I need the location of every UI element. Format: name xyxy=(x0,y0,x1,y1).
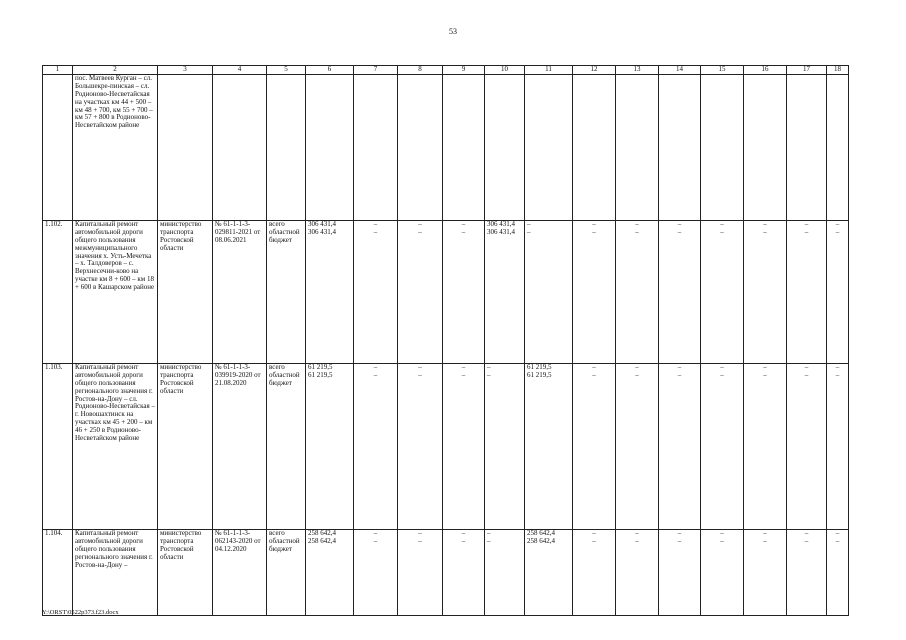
value-line: 61 219,5 xyxy=(527,363,552,371)
value-cell-c11 xyxy=(525,74,573,220)
value-line: – xyxy=(677,529,682,537)
value-line: – xyxy=(677,370,682,379)
value-line: – xyxy=(677,220,682,228)
value-line: – xyxy=(763,529,767,537)
value-cell-c7 xyxy=(354,74,398,220)
value-line: – xyxy=(461,363,466,371)
value-cell-source xyxy=(267,363,306,529)
value-cell-c10 xyxy=(485,363,525,529)
value-cell-c7 xyxy=(354,529,398,615)
value-cell-c8 xyxy=(398,363,443,529)
column-header: 4 xyxy=(213,66,267,75)
value-line: – xyxy=(835,227,840,236)
column-header: 6 xyxy=(306,66,354,75)
value-line: – xyxy=(720,370,724,379)
value-line: – xyxy=(592,227,596,236)
column-header: 12 xyxy=(573,66,616,75)
value-line: – xyxy=(635,220,639,228)
value-cell-c6 xyxy=(306,74,354,220)
value-cell-c14 xyxy=(659,220,701,363)
value-line: всего xyxy=(269,220,285,228)
value-line: – xyxy=(635,227,639,236)
value-cell-c15 xyxy=(701,74,744,220)
value-line: – xyxy=(677,536,682,545)
value-line: – xyxy=(461,536,466,545)
value-line: – xyxy=(804,536,809,545)
value-cell-c7 xyxy=(354,363,398,529)
value-cell-c11 xyxy=(525,220,573,363)
value-line: – xyxy=(418,220,422,228)
value-line: – xyxy=(487,536,491,545)
value-line: 306 431,4 xyxy=(487,220,515,228)
value-line: – xyxy=(373,220,378,228)
customer-cell: министерство транспорта Ростовской области xyxy=(158,529,213,615)
value-line: – xyxy=(461,529,466,537)
value-line: – xyxy=(720,220,724,228)
column-number-row xyxy=(43,66,849,75)
value-cell-c10 xyxy=(485,74,525,220)
value-line: 306 431,4 xyxy=(308,227,336,236)
value-cell-c17 xyxy=(787,74,827,220)
value-cell-c15 xyxy=(701,529,744,615)
value-line: 258 642,4 xyxy=(308,529,336,537)
value-line: – xyxy=(373,370,378,379)
table-row xyxy=(43,220,849,363)
table-row xyxy=(43,363,849,529)
value-line: областной бюджет xyxy=(269,370,300,387)
value-line: – xyxy=(592,220,596,228)
value-line: – xyxy=(635,363,639,371)
document-cell: № 61-1-1-3-062143-2020 от 04.12.2020 xyxy=(213,529,267,615)
value-line: областной бюджет xyxy=(269,536,300,553)
value-line: 61 219,5 xyxy=(308,363,333,371)
column-header: 3 xyxy=(158,66,213,75)
value-line: – xyxy=(461,370,466,379)
value-line: – xyxy=(592,370,596,379)
value-cell-c17 xyxy=(787,363,827,529)
column-header: 15 xyxy=(701,66,744,75)
value-line: – xyxy=(720,529,724,537)
value-line: – xyxy=(804,220,809,228)
value-line: – xyxy=(373,536,378,545)
value-cell-c13 xyxy=(616,529,659,615)
value-cell-c17 xyxy=(787,220,827,363)
value-cell-c8 xyxy=(398,74,443,220)
value-line: – xyxy=(635,536,639,545)
value-cell-c7 xyxy=(354,220,398,363)
value-line: – xyxy=(763,227,767,236)
value-line: – xyxy=(835,363,840,371)
value-cell-c17 xyxy=(787,529,827,615)
value-cell-c15 xyxy=(701,363,744,529)
value-line: – xyxy=(527,220,531,228)
value-cell-c10 xyxy=(485,220,525,363)
value-cell-c9 xyxy=(443,220,485,363)
column-header: 16 xyxy=(744,66,787,75)
value-cell-c16 xyxy=(744,363,787,529)
value-line: – xyxy=(418,227,422,236)
document-cell xyxy=(213,74,267,220)
value-line: – xyxy=(835,529,840,537)
table-row xyxy=(43,74,849,220)
value-cell-c11 xyxy=(525,529,573,615)
value-cell-c12 xyxy=(573,529,616,615)
value-cell-source xyxy=(267,529,306,615)
customer-cell xyxy=(158,74,213,220)
document-cell: № 61-1-1-3-029811-2021 от 08.06.2021 xyxy=(213,220,267,363)
value-cell-source xyxy=(267,220,306,363)
column-header: 5 xyxy=(267,66,306,75)
column-header: 11 xyxy=(525,66,573,75)
value-line: – xyxy=(804,529,809,537)
value-cell-c16 xyxy=(744,220,787,363)
value-cell-c13 xyxy=(616,74,659,220)
value-line: – xyxy=(677,227,682,236)
value-cell-c12 xyxy=(573,74,616,220)
value-line: 258 642,4 xyxy=(527,529,555,537)
value-line: – xyxy=(527,227,531,236)
value-line: – xyxy=(373,363,378,371)
value-line: – xyxy=(635,529,639,537)
page-number: 53 xyxy=(449,27,457,36)
column-header: 17 xyxy=(787,66,827,75)
value-cell-c18 xyxy=(827,220,849,363)
value-line: – xyxy=(804,227,809,236)
value-line: всего xyxy=(269,529,285,537)
value-cell-c11 xyxy=(525,363,573,529)
value-cell-c6 xyxy=(306,363,354,529)
value-line: – xyxy=(373,227,378,236)
value-line: – xyxy=(835,536,840,545)
value-line: – xyxy=(835,220,840,228)
value-line: – xyxy=(763,536,767,545)
value-cell-c16 xyxy=(744,74,787,220)
value-line: областной бюджет xyxy=(269,227,300,244)
document-cell: № 61-1-1-3-039919-2020 от 21.08.2020 xyxy=(213,363,267,529)
value-cell-c14 xyxy=(659,529,701,615)
value-line: – xyxy=(804,370,809,379)
value-line: – xyxy=(373,529,378,537)
value-cell-c8 xyxy=(398,220,443,363)
table-row xyxy=(43,529,849,615)
value-cell-source xyxy=(267,74,306,220)
value-line: – xyxy=(487,370,491,379)
row-number-cell: 1.102. xyxy=(43,220,73,363)
table-body xyxy=(43,66,849,616)
value-cell-c16 xyxy=(744,529,787,615)
value-line: 306 431,4 xyxy=(487,227,515,236)
value-line: 258 642,4 xyxy=(527,536,555,545)
value-cell-c12 xyxy=(573,220,616,363)
value-line: – xyxy=(461,220,466,228)
column-header: 8 xyxy=(398,66,443,75)
value-cell-c18 xyxy=(827,74,849,220)
object-name-cell: Капитальный ремонт автомобильной дороги общего пользования регионального значения г. Ростов-на-Дону – xyxy=(73,529,158,615)
column-header: 9 xyxy=(443,66,485,75)
row-number-cell: 1.104. xyxy=(43,529,73,615)
value-line: – xyxy=(720,363,724,371)
footer-file-path: Y:\ORST\0522p373.f23.docx xyxy=(42,609,119,616)
value-cell-c18 xyxy=(827,363,849,529)
value-line: 61 219,5 xyxy=(527,370,552,379)
value-cell-c9 xyxy=(443,363,485,529)
column-header: 18 xyxy=(827,66,849,75)
value-line: – xyxy=(677,363,682,371)
customer-cell: министерство транспорта Ростовской области xyxy=(158,220,213,363)
column-header: 14 xyxy=(659,66,701,75)
value-line: 306 431,4 xyxy=(308,220,336,228)
value-line: – xyxy=(461,227,466,236)
value-line: – xyxy=(592,536,596,545)
value-line: – xyxy=(418,363,422,371)
value-cell-c13 xyxy=(616,220,659,363)
value-line: – xyxy=(835,370,840,379)
object-name-cell: Капитальный ремонт автомобильной дороги общего пользования регионального значения г. Ростов-на-Дону – сл. Родионово-Несветайская – г. Новошахтинск на участках км 45 + 200 – км 46 + 250 в Родионово-Несветайском районе xyxy=(73,363,158,529)
column-header: 1 xyxy=(43,66,73,75)
value-cell-c10 xyxy=(485,529,525,615)
value-line: – xyxy=(720,536,724,545)
value-line: – xyxy=(418,536,422,545)
value-line: – xyxy=(592,529,596,537)
value-line: – xyxy=(487,529,491,537)
value-cell-c9 xyxy=(443,529,485,615)
value-line: – xyxy=(487,363,491,371)
value-cell-c15 xyxy=(701,220,744,363)
value-cell-c8 xyxy=(398,529,443,615)
value-cell-c14 xyxy=(659,363,701,529)
value-line: – xyxy=(763,220,767,228)
value-line: 258 642,4 xyxy=(308,536,336,545)
program-table xyxy=(42,65,849,616)
row-number-cell: 1.103. xyxy=(43,363,73,529)
value-line: – xyxy=(763,370,767,379)
value-cell-c18 xyxy=(827,529,849,615)
object-name-cell: пос. Матвеев Курган – сл. Большекре-пинская – сл. Родионово-Несветайская на участках км 44 + 500 – км 48 + 700, км 55 + 700 – км 57 + 800 в Родионово-Несветайском районе xyxy=(73,74,158,220)
column-header: 7 xyxy=(354,66,398,75)
customer-cell: министерство транспорта Ростовской области xyxy=(158,363,213,529)
value-line: – xyxy=(592,363,596,371)
value-line: – xyxy=(418,370,422,379)
value-cell-c6 xyxy=(306,220,354,363)
value-line: – xyxy=(635,370,639,379)
value-line: всего xyxy=(269,363,285,371)
value-line: – xyxy=(720,227,724,236)
value-cell-c13 xyxy=(616,363,659,529)
value-line: – xyxy=(763,363,767,371)
column-header: 10 xyxy=(485,66,525,75)
row-number-cell xyxy=(43,74,73,220)
object-name-cell: Капитальный ремонт автомобильной дороги общего пользования межмуниципального значения х. Усть-Мечетка – х. Талдоверов – с. Верхнесечни-ково на участке км 8 + 600 – км 18 + 600 в Кашарском районе xyxy=(73,220,158,363)
column-header: 2 xyxy=(73,66,158,75)
value-line: – xyxy=(418,529,422,537)
value-cell-c6 xyxy=(306,529,354,615)
value-cell-c14 xyxy=(659,74,701,220)
value-line: 61 219,5 xyxy=(308,370,333,379)
column-header: 13 xyxy=(616,66,659,75)
value-line: – xyxy=(804,363,809,371)
value-cell-c12 xyxy=(573,363,616,529)
value-cell-c9 xyxy=(443,74,485,220)
